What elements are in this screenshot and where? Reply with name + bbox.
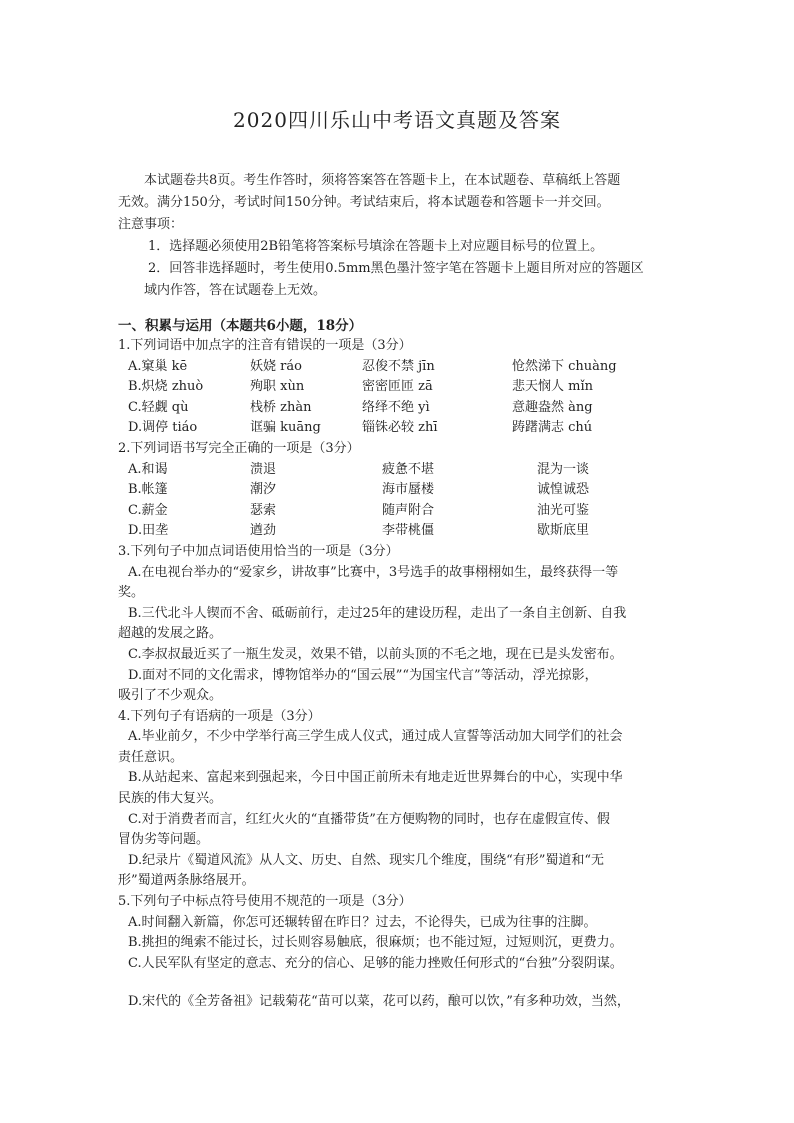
option-cell: 油光可鉴 [537, 502, 590, 518]
notice-item: 1．选择题必须使用2B铅笔将答案标号填涂在答题卡上对应题目标号的位置上。 [148, 239, 604, 254]
option-row [118, 418, 690, 439]
option-cell: 诚惶诚恐 [537, 482, 590, 498]
notice-label: 注意事项： [118, 217, 184, 232]
option-line: B.从站起来、富起来到强起来，今日中国正前所未有地走近世界舞台的中心，实现中华 [128, 770, 623, 786]
option-cell: 诓骗 kuāng [250, 420, 321, 436]
option-line-continued: 形”蜀道两条脉络展开。 [118, 873, 255, 889]
spacer [118, 974, 690, 992]
option-cell: 锱铢必较 zhī [362, 420, 438, 436]
option-line: C.对于消费者而言，红红火火的“直播带货”在方便购物的同时，也存在虚假宣传、假 [128, 811, 610, 827]
option-cell: C.薪金 [128, 502, 168, 518]
option-cell: 海市蜃楼 [382, 482, 435, 498]
option-row [118, 377, 690, 398]
exam-instructions [118, 170, 688, 302]
questions [118, 336, 690, 1013]
option-cell: 遒劲 [250, 523, 277, 539]
option-line-continued: 奖。 [118, 585, 145, 601]
option-line: A.在电视台举办的“爱家乡，讲故事”比赛中，3号选手的故事栩栩如生，最终获得一等 [128, 564, 619, 580]
option-cell: 络绎不绝 yì [362, 399, 430, 415]
option-row [118, 357, 690, 378]
option-cell: 密密匝匝 zā [362, 379, 433, 395]
option-cell: 混为一谈 [537, 461, 590, 477]
option-line: D.纪录片《蜀道风流》从人文、历史、自然、现实几个维度，围绕“有形”蜀道和“无 [128, 852, 605, 868]
option-row [118, 501, 690, 522]
question-stem: 5.下列句子中标点符号使用不规范的一项是（3分） [118, 894, 412, 910]
option-cell: 妖娆 ráo [250, 358, 302, 374]
instruction-line: 无效。满分150分，考试时间150分钟。考试结束后，将本试题卷和答题卡一并交回。 [118, 195, 610, 210]
option-line: A.时间翻入新篇，你怎可还辗转留在昨日？过去，不论得失，已成为往事的注脚。 [128, 914, 597, 930]
option-row [118, 480, 690, 501]
option-cell: D.田垄 [128, 523, 169, 539]
notice-item-continued: 域内作答，答在试题卷上无效。 [144, 283, 327, 298]
option-line: D.宋代的《全芳备祖》记载菊花“苗可以菜，花可以药，酿可以饮，”有多种功效，当然， [128, 994, 630, 1010]
option-cell: 潮汐 [250, 482, 277, 498]
option-line-continued: 超越的发展之路。 [118, 626, 223, 642]
question-stem: 2.下列词语书写完全正确的一项是（3分） [118, 440, 360, 456]
option-cell: 忍俊不禁 jīn [362, 358, 435, 374]
option-cell: C.轻觑 qù [128, 399, 189, 415]
option-line: B.三代北斗人锲而不舍、砥砺前行，走过25年的建设历程，走出了一条自主创新、自我 [128, 605, 627, 621]
option-line: D.面对不同的文化需求，博物馆举办的“国云展”“为国宝代言”等活动，浮光掠影， [128, 667, 598, 683]
option-cell: 歇斯底里 [537, 523, 590, 539]
option-cell: 怆然涕下 chuàng [512, 358, 617, 374]
option-cell: B.帐篷 [128, 482, 168, 498]
section-heading: 一、积累与运用（本题共6小题，18分） [118, 318, 363, 334]
option-cell: D.调停 tiáo [128, 420, 198, 436]
option-row [118, 521, 690, 542]
option-line-continued: 责任意识。 [118, 749, 184, 765]
option-cell: 意趣盎然 àng [512, 399, 593, 415]
option-cell: 栈桥 zhàn [250, 399, 312, 415]
option-line: C.人民军队有坚定的意志、充分的信心、足够的能力挫败任何形式的“台独”分裂阴谋。 [128, 955, 623, 971]
option-cell: B.炽烧 zhuò [128, 379, 204, 395]
option-row [118, 460, 690, 481]
option-line: B.挑担的绳索不能过长，过长则容易触底，很麻烦；也不能过短，过短则沉，更费力。 [128, 935, 623, 951]
option-cell: 疲惫不堪 [382, 461, 435, 477]
option-cell: 瑟索 [250, 502, 277, 518]
option-cell: 随声附合 [382, 502, 435, 518]
option-cell: 踌躇满志 chú [512, 420, 593, 436]
option-cell: 悲天悯人 mǐn [512, 379, 593, 395]
question-stem: 4.下列句子有语病的一项是（3分） [118, 708, 321, 724]
question-stem: 3.下列句子中加点词语使用恰当的一项是（3分） [118, 543, 399, 559]
option-cell: A.窠巢 kē [128, 358, 188, 374]
question-stem: 1.下列词语中加点字的注音有错误的一项是（3分） [118, 338, 412, 353]
option-cell: 溃退 [250, 461, 277, 477]
option-line: A.毕业前夕，不少中学举行高三学生成人仪式，通过成人宣誓等活动加大同学们的社会 [128, 729, 623, 745]
option-cell: A.和谒 [128, 461, 168, 477]
option-cell: 殉职 xùn [250, 379, 305, 395]
option-line-continued: 冒伪劣等问题。 [118, 832, 210, 848]
page-title: 2020四川乐山中考语文真题及答案 [233, 108, 561, 132]
option-row [118, 398, 690, 419]
option-line: C.李叔叔最近买了一瓶生发灵，效果不错，以前头顶的不毛之地，现在已是头发密布。 [128, 646, 623, 662]
option-line-continued: 民族的伟大复兴。 [118, 791, 223, 807]
option-cell: 李带桃僵 [382, 523, 435, 539]
option-line-continued: 吸引了不少观众。 [118, 688, 223, 704]
notice-item: 2．回答非选择题时，考生使用0.5mm黑色墨汁签字笔在答题卡上题目所对应的答题区 [148, 261, 644, 276]
instruction-line: 本试题卷共8页。考生作答时，须将答案答在答题卡上，在本试题卷、草稿纸上答题 [144, 173, 621, 188]
